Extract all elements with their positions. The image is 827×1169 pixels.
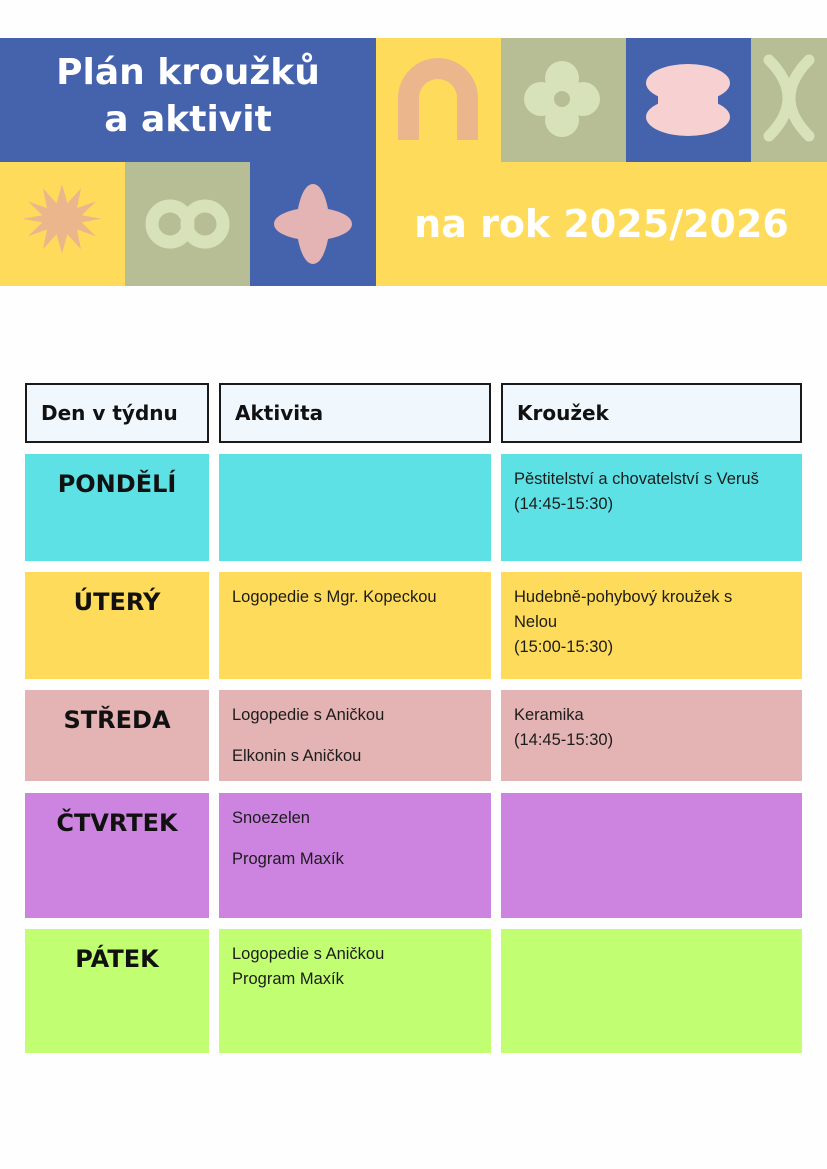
club-text: Keramika: [514, 706, 584, 724]
activity-text: Elkonin s Aničkou: [232, 747, 362, 765]
activity-cell-monday: [219, 454, 491, 561]
flower-icon: [501, 38, 626, 162]
twist-tile: [751, 38, 827, 162]
four-point-star-icon: [250, 162, 376, 286]
club-text: Pěstitelství a chovatelství s Veruš: [514, 470, 759, 488]
day-cell-friday: PÁTEK: [25, 929, 209, 1053]
day-cell-wednesday: STŘEDA: [25, 690, 209, 781]
flower-tile: [501, 38, 626, 162]
twist-icon: [751, 38, 827, 162]
sun-tile: [0, 162, 125, 286]
club-cell-monday: [501, 454, 802, 561]
activity-cell-wednesday: [219, 690, 491, 781]
club-cell-wednesday: [501, 690, 802, 781]
sun-icon: [0, 162, 125, 286]
club-cell-thursday: [501, 793, 802, 918]
activity-cell-thursday: [219, 793, 491, 918]
banner-title-line2: a aktivit: [104, 98, 272, 140]
club-time: (14:45-15:30): [514, 731, 614, 749]
club-text: Nelou: [514, 613, 558, 631]
arch-icon: [376, 38, 501, 162]
club-cell-friday: [501, 929, 802, 1053]
activity-text: Logopedie s Mgr. Kopeckou: [232, 588, 437, 606]
cloud-tile: [626, 38, 751, 162]
day-cell-thursday: ČTVRTEK: [25, 793, 209, 918]
day-cell-monday: PONDĚLÍ: [25, 454, 209, 561]
banner-subtitle: na rok 2025/2026: [414, 202, 789, 246]
activity-cell-tuesday: [219, 572, 491, 679]
banner-title-line1: Plán kroužků: [56, 52, 320, 93]
club-time: (15:00-15:30): [514, 638, 614, 656]
activity-text: Snoezelen: [232, 809, 310, 827]
activity-text: Program Maxík: [232, 970, 344, 988]
cloud-shape-icon: [626, 38, 751, 162]
club-text: Hudebně-pohybový kroužek s: [514, 588, 733, 606]
star-tile: [250, 162, 376, 286]
header-activity: Aktivita: [219, 383, 491, 443]
activity-text: Logopedie s Aničkou: [232, 706, 385, 724]
activity-cell-friday: [219, 929, 491, 1053]
club-cell-tuesday: [501, 572, 802, 679]
arch-tile: [376, 38, 501, 162]
infinity-tile: [125, 162, 250, 286]
day-cell-tuesday: ÚTERÝ: [25, 572, 209, 679]
infinity-icon: [125, 162, 250, 286]
club-time: (14:45-15:30): [514, 495, 614, 513]
activity-text: Program Maxík: [232, 850, 344, 868]
header-club: Kroužek: [501, 383, 802, 443]
activity-text: Logopedie s Aničkou: [232, 945, 385, 963]
header-day: Den v týdnu: [25, 383, 209, 443]
banner-title: [0, 50, 376, 144]
